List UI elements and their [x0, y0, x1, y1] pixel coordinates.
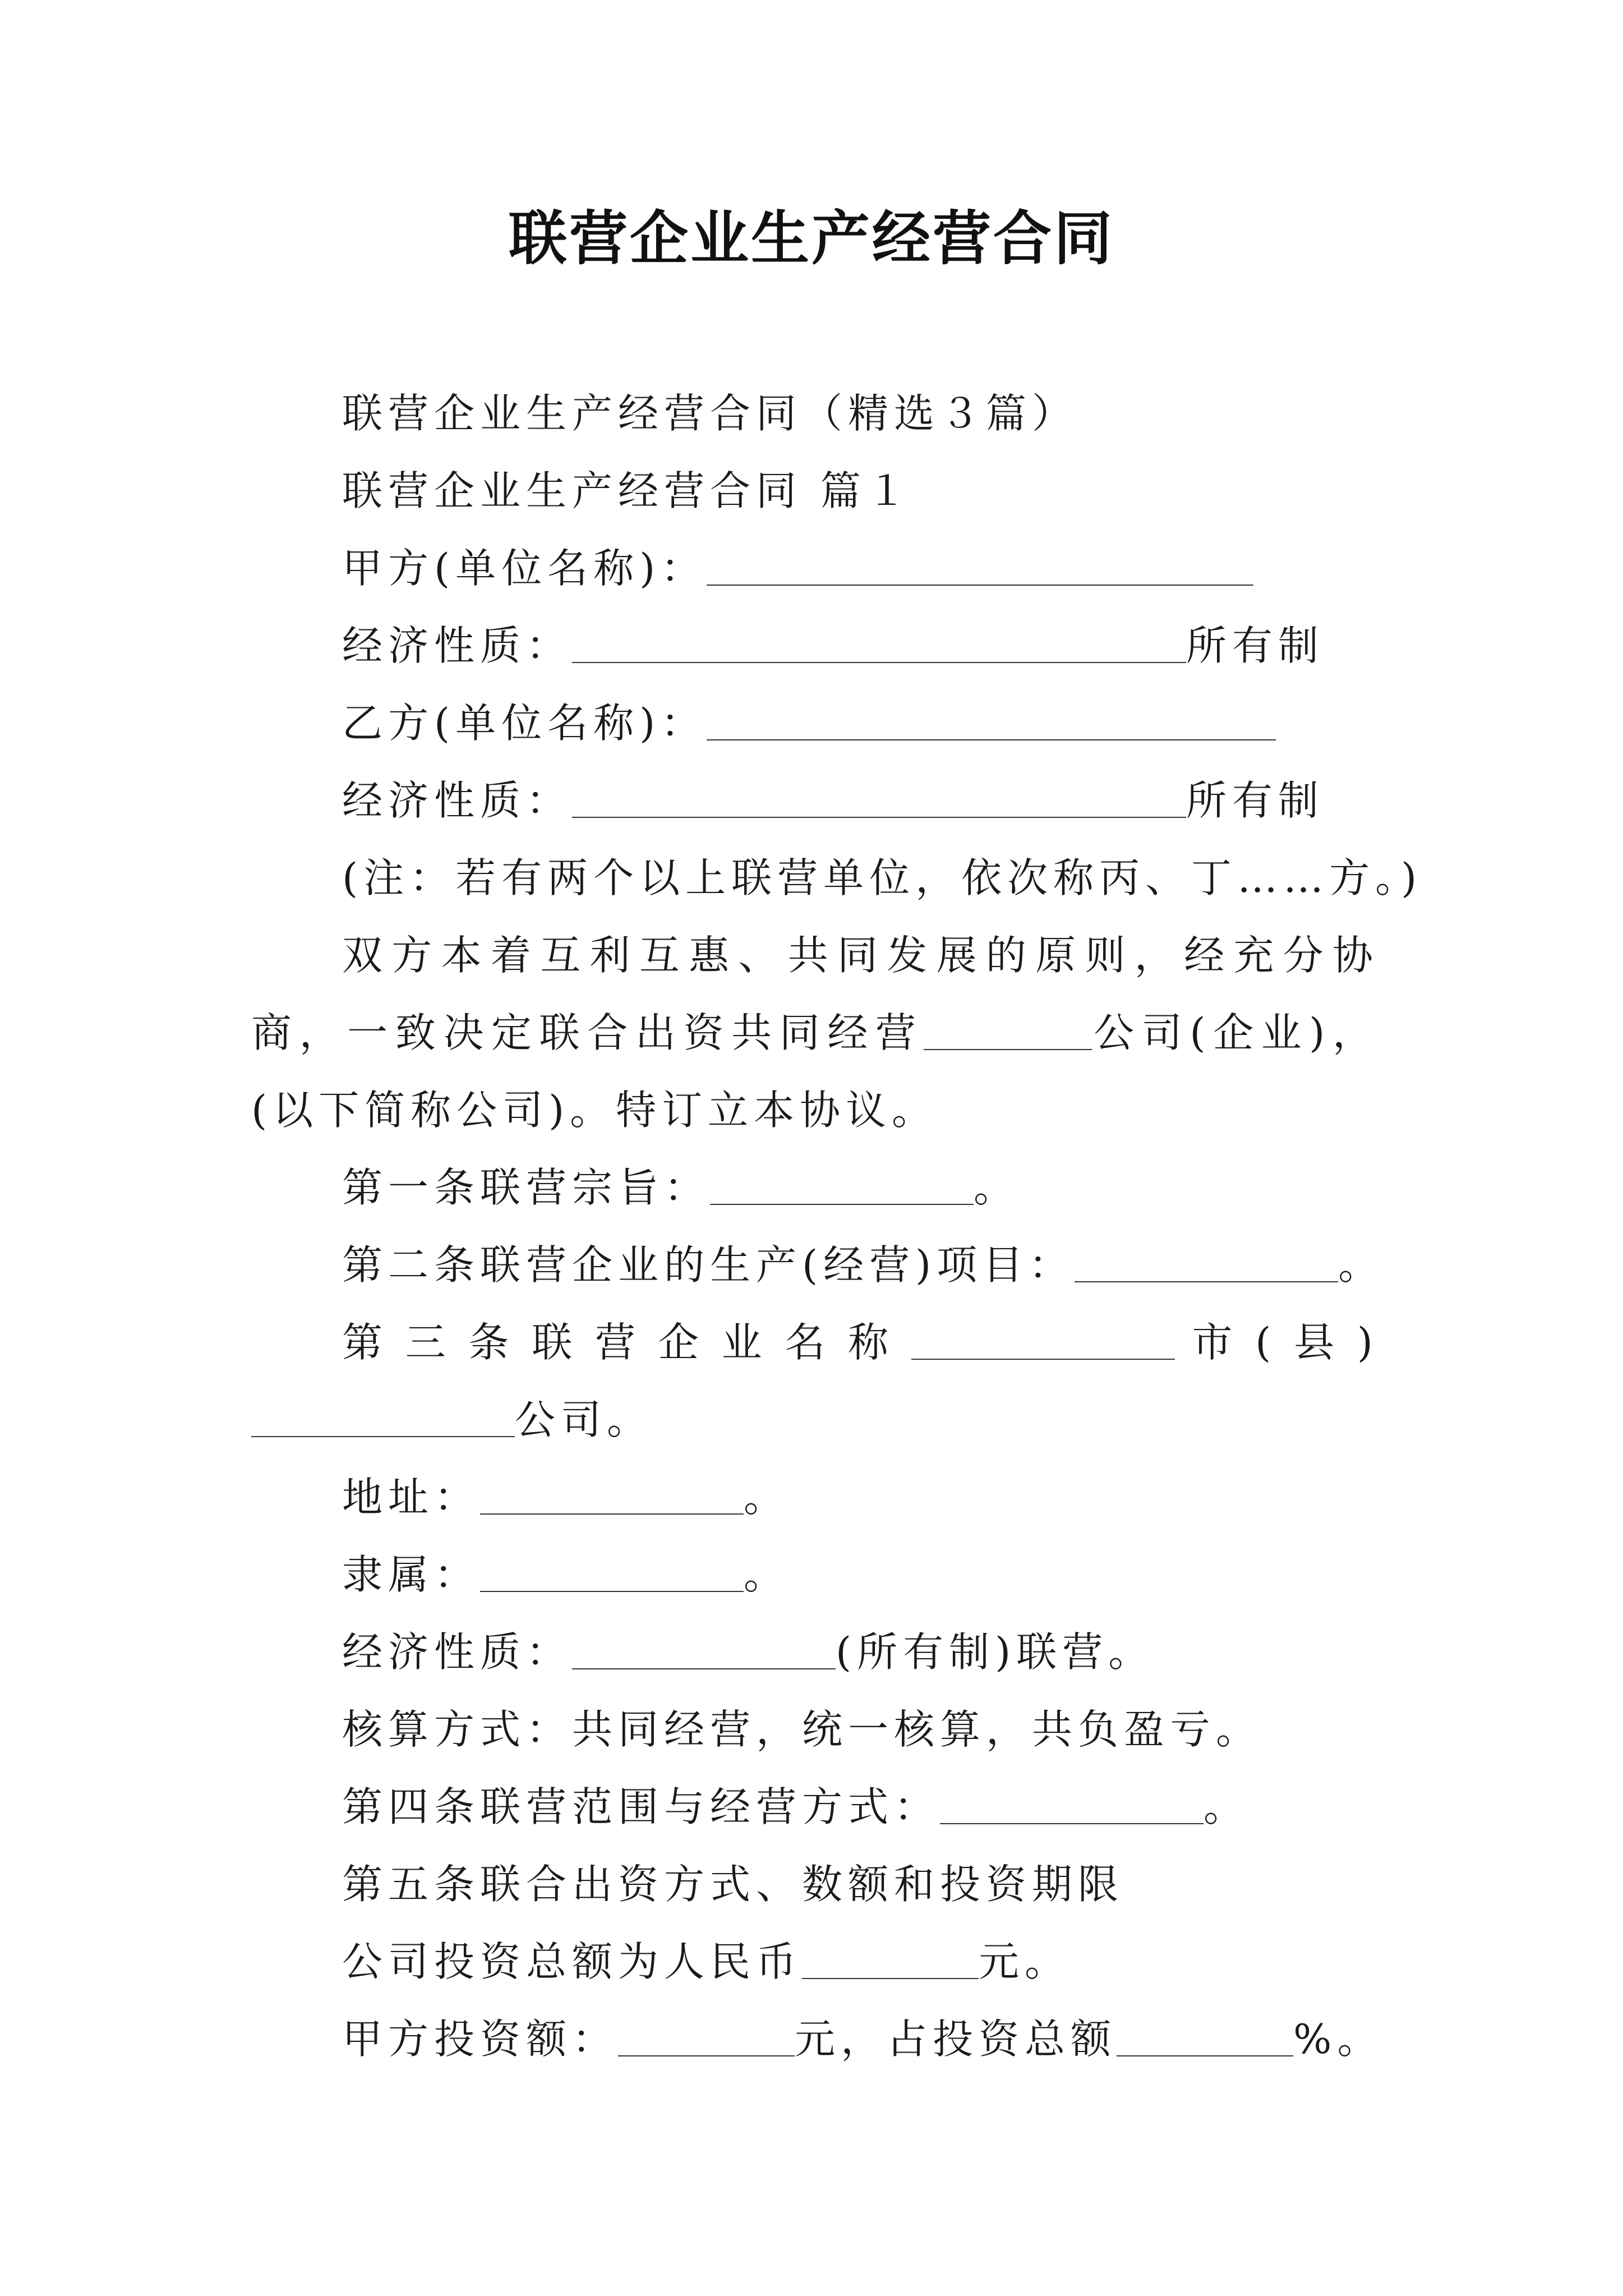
label: 经济性质： — [342, 1628, 573, 1676]
city-blank[interactable] — [911, 1322, 1175, 1360]
preamble-paragraph — [251, 917, 1378, 1149]
text: 核算方式：共同经营，统一核算，共负盈亏。 — [342, 1706, 1262, 1753]
label: 隶属： — [342, 1551, 481, 1598]
party-b-name-line — [251, 684, 1378, 762]
subtitle-selected-3 — [251, 375, 1378, 452]
text: 公司。 — [515, 1396, 653, 1443]
text: 联营企业生产经营合同 篇１ — [342, 467, 912, 514]
section-heading-part-1 — [251, 452, 1378, 530]
text: 联营企业生产经营合同（精选３篇） — [342, 390, 1078, 437]
accounting-line — [251, 1691, 1378, 1768]
suffix: 。 — [744, 1474, 790, 1521]
suffix: %。 — [1293, 2016, 1384, 2063]
suffix: (所有制)联营。 — [836, 1628, 1155, 1676]
label: 地址： — [342, 1474, 481, 1521]
purpose-blank[interactable] — [710, 1167, 974, 1205]
party-b-name-blank[interactable] — [707, 703, 1276, 740]
address-line — [251, 1458, 1378, 1536]
party-b-nature-blank[interactable] — [572, 780, 1186, 818]
affiliation-line — [251, 1536, 1378, 1613]
article-3-paragraph — [251, 1304, 1378, 1458]
text: 公司(企业)，(以下简称公司)。特订立本协议。 — [251, 1009, 1378, 1134]
suffix: 。 — [974, 1164, 1020, 1211]
document-body — [251, 375, 1423, 2078]
text: 双方本着互利互惠、共同发展的原则，经充分协商，一致决定联合出资共同经营 — [251, 932, 1378, 1056]
suffix: 。 — [1338, 1241, 1385, 1289]
economic-nature-blank[interactable] — [572, 1632, 836, 1669]
party-b-nature-line — [251, 762, 1378, 839]
article-1-line — [251, 1149, 1378, 1226]
total-investment-line — [251, 1923, 1378, 2000]
label: 公司投资总额为人民币 — [342, 1938, 803, 1985]
label: 乙方(单位名称)： — [342, 700, 707, 747]
label: 经济性质： — [342, 777, 573, 824]
text: (注：若有两个以上联营单位，依次称丙、丁……方。) — [342, 854, 1423, 901]
text: 市(县) — [1174, 1319, 1378, 1366]
label: 第一条联营宗旨： — [342, 1164, 711, 1211]
label: 第四条联营范围与经营方式： — [342, 1783, 940, 1830]
scope-blank[interactable] — [940, 1787, 1204, 1824]
party-a-percent-blank[interactable] — [1117, 2019, 1293, 2056]
party-a-name-blank[interactable] — [707, 548, 1253, 586]
project-blank[interactable] — [1075, 1245, 1338, 1282]
suffix: 。 — [1204, 1783, 1250, 1830]
address-blank[interactable] — [480, 1477, 744, 1515]
label: 甲方投资额： — [342, 2016, 619, 2063]
document-title: 联营企业生产经营合同 — [508, 204, 1114, 273]
label: 第三条联营企业名称 — [342, 1319, 911, 1366]
article-5-line — [251, 1846, 1378, 1923]
article-2-line — [251, 1226, 1385, 1304]
affiliation-blank[interactable] — [480, 1554, 744, 1592]
text: 元，占投资总额 — [795, 2016, 1117, 2063]
economic-nature-line — [251, 1613, 1378, 1691]
label: 甲方(单位名称)： — [342, 545, 707, 592]
suffix: 。 — [744, 1551, 790, 1598]
total-investment-blank[interactable] — [802, 1941, 979, 1979]
suffix: 元。 — [979, 1938, 1071, 1985]
party-a-name-line — [251, 530, 1378, 607]
suffix: 所有制 — [1186, 622, 1325, 669]
party-a-investment-line — [251, 2000, 1384, 2078]
party-a-nature-line — [251, 607, 1378, 684]
article-4-line — [251, 1768, 1378, 1846]
suffix: 所有制 — [1186, 777, 1325, 824]
party-a-amount-blank[interactable] — [618, 2019, 795, 2056]
label: 第二条联营企业的生产(经营)项目： — [342, 1241, 1075, 1289]
company-blank[interactable] — [251, 1400, 515, 1437]
party-a-nature-blank[interactable] — [572, 625, 1186, 663]
note-line — [251, 839, 1423, 917]
label: 经济性质： — [342, 622, 573, 669]
company-name-blank[interactable] — [924, 1013, 1092, 1050]
text: 第五条联合出资方式、数额和投资期限 — [342, 1861, 1124, 1908]
